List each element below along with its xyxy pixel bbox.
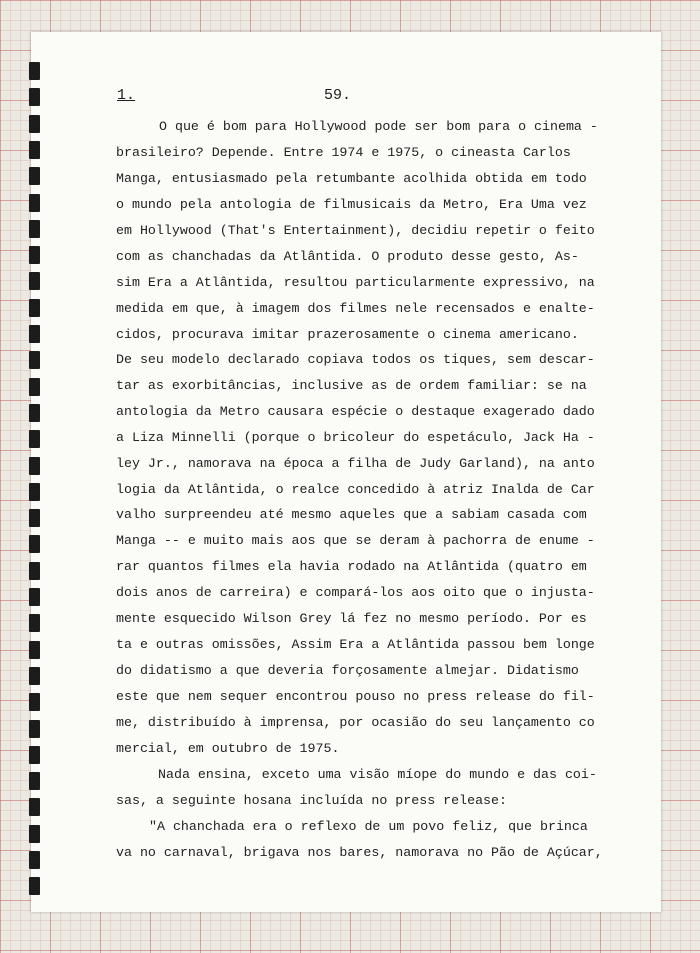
binding-hole (29, 667, 40, 685)
binding-hole (29, 351, 40, 369)
text-line: logia da Atlântida, o realce concedido à atriz Inalda de Car (116, 482, 595, 497)
binding-hole (29, 772, 40, 790)
binding-hole (29, 220, 40, 238)
text-line: "A chanchada era o reflexo de um povo feliz, que brinca (149, 819, 588, 834)
text-line: cidos, procurava imitar prazerosamente o cinema americano. (116, 327, 579, 342)
text-line: sas, a seguinte hosana incluída no press release: (116, 793, 507, 808)
binding-hole (29, 851, 40, 869)
text-line: va no carnaval, brigava nos bares, namorava no Pão de Açúcar, (116, 845, 603, 860)
binding-hole (29, 693, 40, 711)
binding-hole (29, 562, 40, 580)
binding-hole (29, 746, 40, 764)
binding-hole (29, 614, 40, 632)
binding-hole (29, 798, 40, 816)
text-line: antologia da Metro causara espécie o destaque exagerado dado (116, 404, 595, 419)
text-line: a Liza Minnelli (porque o bricoleur do espetáculo, Jack Ha - (116, 430, 595, 445)
text-line: este que nem sequer encontrou pouso no press release do fil- (116, 689, 595, 704)
text-line: o mundo pela antologia de filmusicais da Metro, Era Uma vez (116, 197, 587, 212)
text-line: em Hollywood (That's Entertainment), decidiu repetir o feito (116, 223, 595, 238)
binding-hole (29, 167, 40, 185)
text-line: tar as exorbitâncias, inclusive as de ordem familiar: se na (116, 378, 587, 393)
text-line: mente esquecido Wilson Grey lá fez no mesmo período. Por es (116, 611, 587, 626)
text-line: valho surpreendeu até mesmo aqueles que a sabiam casada com (116, 507, 587, 522)
binding-hole (29, 641, 40, 659)
text-line: mercial, em outubro de 1975. (116, 741, 340, 756)
text-line: Manga -- e muito mais aos que se deram à pachorra de enume - (116, 533, 595, 548)
text-line: Nada ensina, exceto uma visão míope do mundo e das coi- (158, 767, 597, 782)
binding-hole (29, 404, 40, 422)
binding-hole (29, 483, 40, 501)
binding-hole (29, 88, 40, 106)
binding-hole (29, 325, 40, 343)
text-line: com as chanchadas da Atlântida. O produto desse gesto, As- (116, 249, 579, 264)
text-line: rar quantos filmes ela havia rodado na Atlântida (quatro em (116, 559, 587, 574)
binding-hole (29, 535, 40, 553)
binding-hole (29, 62, 40, 80)
text-line: De seu modelo declarado copiava todos os tiques, sem descar- (116, 352, 595, 367)
text-line: ta e outras omissões, Assim Era a Atlântida passou bem longe (116, 637, 595, 652)
binding-hole (29, 430, 40, 448)
binding-hole (29, 457, 40, 475)
text-line: ley Jr., namorava na época a filha de Judy Garland), na anto (116, 456, 595, 471)
binding-hole (29, 246, 40, 264)
text-line: sim Era a Atlântida, resultou particularmente expressivo, na (116, 275, 595, 290)
text-line: dois anos de carreira) e compará-los aos oito que o injusta- (116, 585, 595, 600)
page-number: 59. (324, 87, 352, 104)
text-line: Manga, entusiasmado pela retumbante acolhida obtida em todo (116, 171, 587, 186)
binding-hole (29, 509, 40, 527)
binding-hole (29, 299, 40, 317)
text-line: brasileiro? Depende. Entre 1974 e 1975, o cineasta Carlos (116, 145, 571, 160)
binding-hole (29, 115, 40, 133)
binding-hole (29, 378, 40, 396)
section-number: 1. (117, 87, 136, 104)
binding-hole (29, 194, 40, 212)
text-line: do didatismo a que deveria forçosamente almejar. Didatismo (116, 663, 579, 678)
text-line: medida em que, à imagem dos filmes nele recensados e enalte- (116, 301, 595, 316)
text-line: O que é bom para Hollywood pode ser bom para o cinema - (159, 119, 598, 134)
binding-hole (29, 877, 40, 895)
binding-hole (29, 720, 40, 738)
binding-hole (29, 825, 40, 843)
binding-hole (29, 272, 40, 290)
binding-hole (29, 141, 40, 159)
text-line: me, distribuído à imprensa, por ocasião do seu lançamento co (116, 715, 595, 730)
binding-hole (29, 588, 40, 606)
